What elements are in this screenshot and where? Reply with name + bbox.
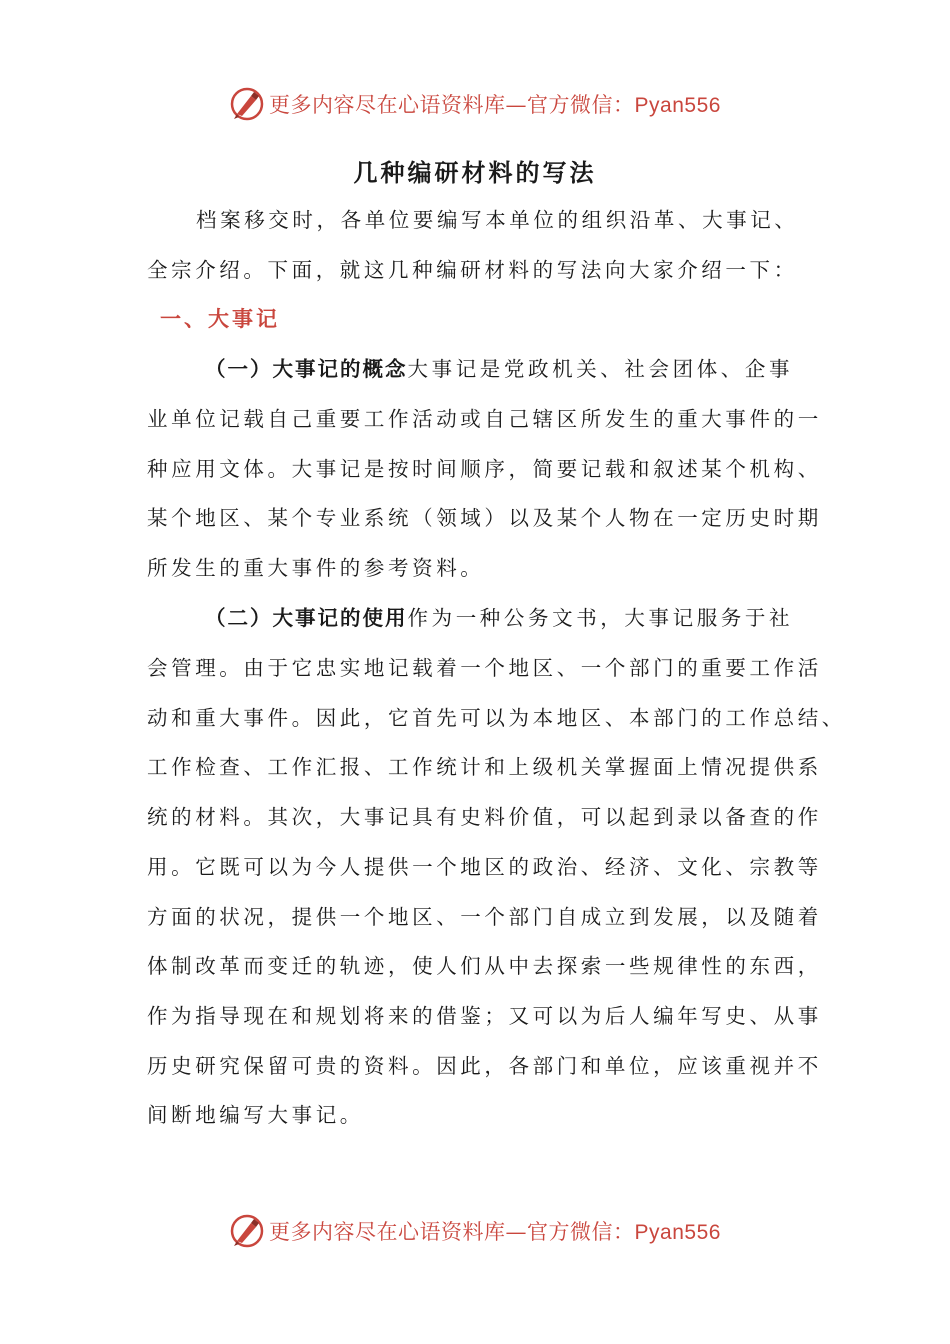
para2-line-2: 会管理。由于它忠实地记载着一个地区、一个部门的重要工作活 [147, 656, 822, 680]
para1-line-5: 所发生的重大事件的参考资料。 [147, 556, 485, 580]
para2-line-8: 体制改革而变迁的轨迹，使人们从中去探索一些规律性的东西， [147, 954, 822, 978]
banner-wechat-id: Pyan556 [634, 94, 721, 117]
para2-line-10: 历史研究保留可贵的资料。因此，各部门和单位，应该重视并不 [147, 1054, 822, 1078]
para2-first-line-rest: 作为一种公务文书，大事记服务于社 [407, 606, 794, 630]
pen-nib-logo-icon [229, 1213, 265, 1249]
para1-first-line-rest: 大事记是党政机关、社会团体、企事 [407, 357, 794, 381]
para2-line-6: 用。它既可以为今人提供一个地区的政治、经济、文化、宗教等 [147, 855, 822, 879]
intro-line-1: 档案移交时，各单位要编写本单位的组织沿革、大事记、 [196, 208, 799, 232]
para2-line-7: 方面的状况，提供一个地区、一个部门自成立到发展，以及随着 [147, 905, 822, 929]
document-title: 几种编研材料的写法 [353, 158, 597, 187]
para2-line-3: 动和重大事件。因此，它首先可以为本地区、本部门的工作总结、 [147, 706, 846, 730]
banner-wechat-id: Pyan556 [634, 1221, 721, 1244]
footer-banner [0, 1211, 950, 1251]
banner-slogan: 更多内容尽在心语资料库—官方微信： [269, 1220, 635, 1244]
intro-line-2: 全宗介绍。下面，就这几种编研材料的写法向大家介绍一下： [147, 258, 798, 282]
banner-slogan: 更多内容尽在心语资料库—官方微信： [269, 93, 635, 117]
header-banner [0, 84, 950, 124]
section-heading-dashiji: 一、大事记 [160, 306, 280, 331]
para1-line-2: 业单位记载自己重要工作活动或自己辖区所发生的重大事件的一 [147, 407, 822, 431]
banner-text [269, 89, 721, 119]
para1-line-1 [205, 354, 793, 384]
para2-line-5: 统的材料。其次，大事记具有史料价值，可以起到录以备查的作 [147, 805, 822, 829]
para2-line-9: 作为指导现在和规划将来的借鉴；又可以为后人编年写史、从事 [147, 1004, 822, 1028]
para2-term: （二）大事记的使用 [205, 606, 408, 630]
banner-text [269, 1216, 721, 1246]
para1-line-4: 某个地区、某个专业系统（领域）以及某个人物在一定历史时期 [147, 506, 822, 530]
para2-line-4: 工作检查、工作汇报、工作统计和上级机关掌握面上情况提供系 [147, 755, 822, 779]
para1-line-3: 种应用文体。大事记是按时间顺序，简要记载和叙述某个机构、 [147, 457, 822, 481]
para2-line-11: 间断地编写大事记。 [147, 1103, 364, 1127]
para1-term: （一）大事记的概念 [205, 357, 408, 381]
para2-line-1 [205, 603, 793, 633]
pen-nib-logo-icon [229, 86, 265, 122]
